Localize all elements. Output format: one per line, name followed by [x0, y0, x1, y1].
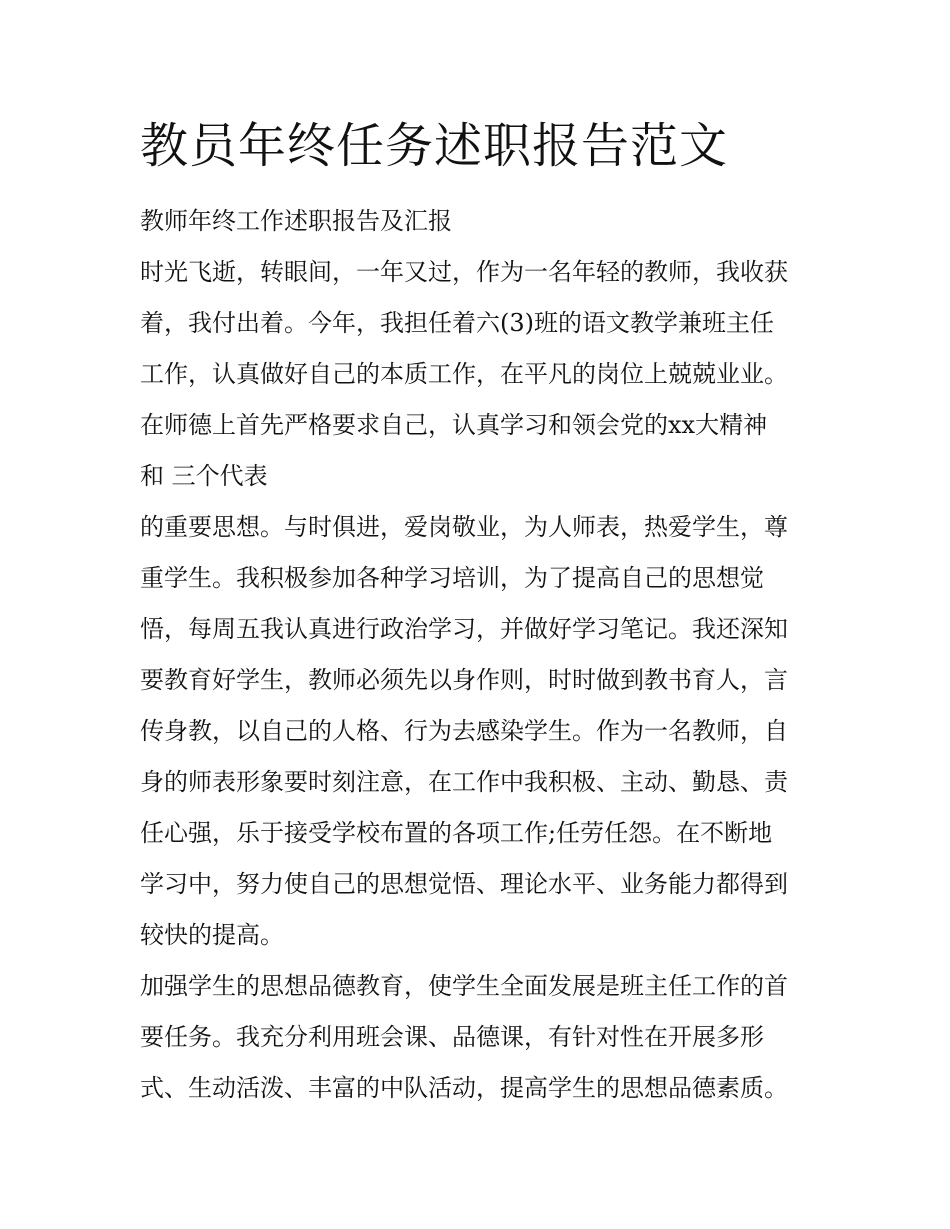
paragraph-line: 要教育好学生，教师必须先以身作则，时时做到教书育人，言	[140, 666, 788, 694]
paragraph-line: 和 三个代表	[140, 462, 268, 490]
paragraph-line: 任心强，乐于接受学校布置的各项工作;任劳任怨。在不断地	[140, 819, 773, 847]
document-subtitle: 教师年终工作述职报告及汇报	[140, 207, 452, 235]
document-title: 教员年终任务述职报告范文	[140, 118, 729, 174]
paragraph-line: 传身教，以自己的人格、行为去感染学生。作为一名教师，自	[140, 717, 788, 745]
paragraph-line: 着，我付出着。今年，我担任着六(3)班的语文教学兼班主任	[140, 309, 774, 337]
paragraph-line: 悟，每周五我认真进行政治学习，并做好学习笔记。我还深知	[140, 615, 788, 643]
paragraph-line: 加强学生的思想品德教育，使学生全面发展是班主任工作的首	[140, 972, 788, 1000]
paragraph-line: 要任务。我充分利用班会课、品德课，有针对性在开展多形	[140, 1023, 764, 1051]
paragraph-line: 的重要思想。与时俱进，爱岗敬业，为人师表，热爱学生，尊	[140, 513, 788, 541]
paragraph-line: 学习中，努力使自己的思想觉悟、理论水平、业务能力都得到	[140, 870, 788, 898]
paragraph-line: 重学生。我积极参加各种学习培训，为了提高自己的思想觉	[140, 564, 764, 592]
paragraph-line: 工作，认真做好自己的本质工作，在平凡的岗位上兢兢业业。	[140, 360, 788, 388]
paragraph-line: 时光飞逝，转眼间，一年又过，作为一名年轻的教师，我收获	[140, 258, 788, 286]
paragraph-line: 身的师表形象要时刻注意，在工作中我积极、主动、勤恳、责	[140, 768, 788, 796]
paragraph-line: 较快的提高。	[140, 921, 284, 949]
paragraph-line: 在师德上首先严格要求自己，认真学习和领会党的xx大精神	[140, 411, 768, 439]
paragraph-line: 式、生动活泼、丰富的中队活动，提高学生的思想品德素质。	[140, 1074, 788, 1102]
